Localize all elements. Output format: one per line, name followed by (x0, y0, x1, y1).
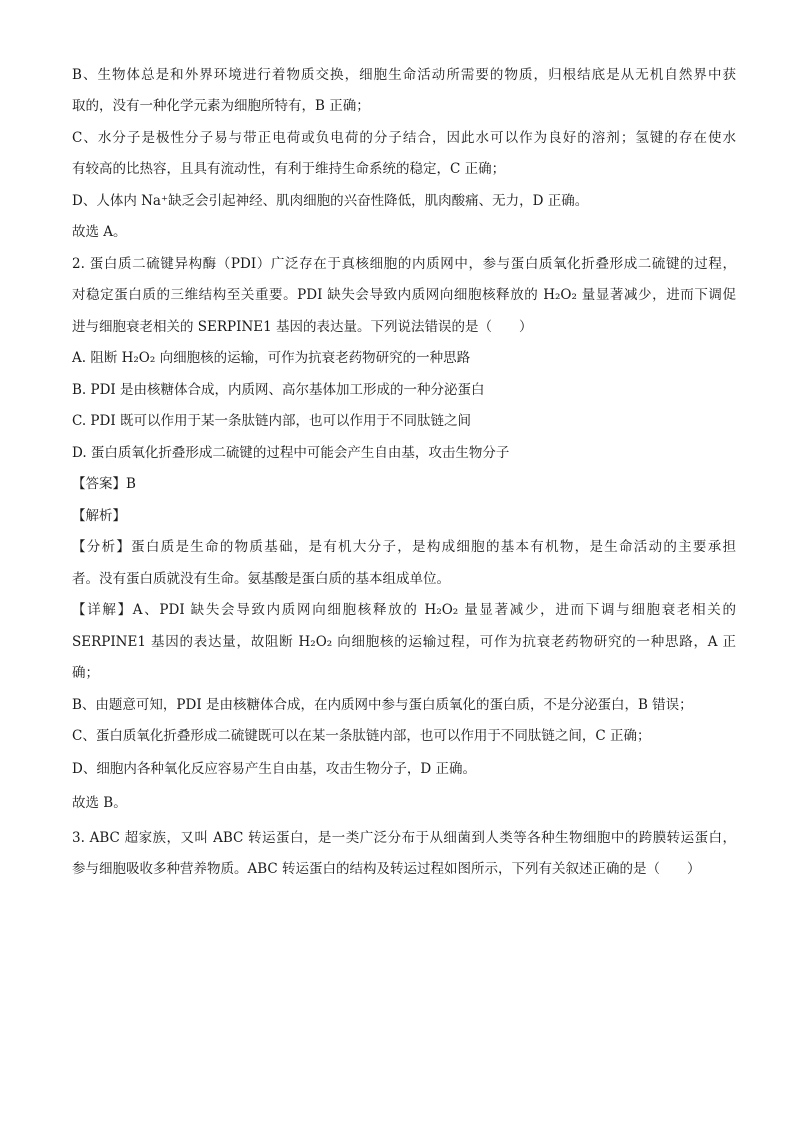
option-c: C. PDI 既可以作用于某一条肽链内部，也可以作用于不同肽链之间 (72, 413, 471, 429)
text-line: C、蛋白质氧化折叠形成二硫键既可以在某一条肽链内部，也可以作用于不同肽链之间，C 正确； (72, 728, 651, 744)
text-line: D、细胞内各种氧化反应容易产生自由基，攻击生物分子，D 正确。 (72, 761, 476, 777)
text-line: C、水分子是极性分子易与带正电荷或负电荷的分子结合，因此水可以作为良好的溶剂；氢键的存在使水 (72, 130, 736, 146)
text-line: 进与细胞衰老相关的 SERPINE1 基因的表达量。下列说法错误的是（ ） (72, 319, 533, 335)
text-line: 确； (72, 665, 99, 681)
text-line: 故选 B。 (72, 795, 127, 811)
text-line: 取的，没有一种化学元素为细胞所特有，B 正确； (72, 98, 370, 114)
option-a: A. 阻断 H₂O₂ 向细胞核的运输，可作为抗衰老药物研究的一种思路 (72, 350, 471, 366)
text-line: 故选 A。 (72, 224, 127, 240)
text-line: D、人体内 Na⁺缺乏会引起神经、肌肉细胞的兴奋性降低，肌肉酸痛、无力，D 正确。 (72, 193, 589, 209)
text-line: B、生物体总是和外界环境进行着物质交换，细胞生命活动所需要的物质，归根结底是从无机自然界中获 (72, 67, 736, 83)
text-line: SERPINE1 基因的表达量，故阻断 H₂O₂ 向细胞核的运输过程，可作为抗衰老药物研究的一种思路，A 正 (72, 634, 736, 650)
text-line: 者。没有蛋白质就没有生命。氨基酸是蛋白质的基本组成单位。 (72, 571, 450, 587)
text-line: 【分析】蛋白质是生命的物质基础，是有机大分子，是构成细胞的基本有机物，是生命活动的主要承担 (72, 539, 736, 555)
option-d: D. 蛋白质氧化折叠形成二硫键的过程中可能会产生自由基，攻击生物分子 (72, 445, 510, 461)
answer-label: 【答案】B (72, 476, 136, 492)
text-line: 参与细胞吸收多种营养物质。ABC 转运蛋白的结构及转运过程如图所示，下列有关叙述正确的是（ ） (72, 861, 701, 877)
text-line: 3. ABC 超家族，又叫 ABC 转运蛋白，是一类广泛分布于从细菌到人类等各种生物细胞中的跨膜转运蛋白， (72, 830, 736, 846)
text-line: 有较高的比热容，且具有流动性，有利于维持生命系统的稳定，C 正确； (72, 161, 506, 177)
text-line: 【详解】A、PDI 缺失会导致内质网向细胞核释放的 H₂O₂ 量显著减少，进而下调与细胞衰老相关的 (72, 602, 736, 618)
text-line: 对稳定蛋白质的三维结构至关重要。PDI 缺失会导致内质网向细胞核释放的 H₂O₂ 量显著减少，进而下调促 (72, 287, 736, 303)
analysis-label: 【解析】 (72, 508, 126, 524)
text-line: B、由题意可知，PDI 是由核糖体合成，在内质网中参与蛋白质氧化的蛋白质，不是分泌蛋白，B 错误； (72, 697, 693, 713)
option-b: B. PDI 是由核糖体合成，内质网、高尔基体加工形成的一种分泌蛋白 (72, 382, 485, 398)
text-line: 2. 蛋白质二硫键异构酶（PDI）广泛存在于真核细胞的内质网中，参与蛋白质氧化折叠形成二硫键的过程， (72, 256, 736, 272)
